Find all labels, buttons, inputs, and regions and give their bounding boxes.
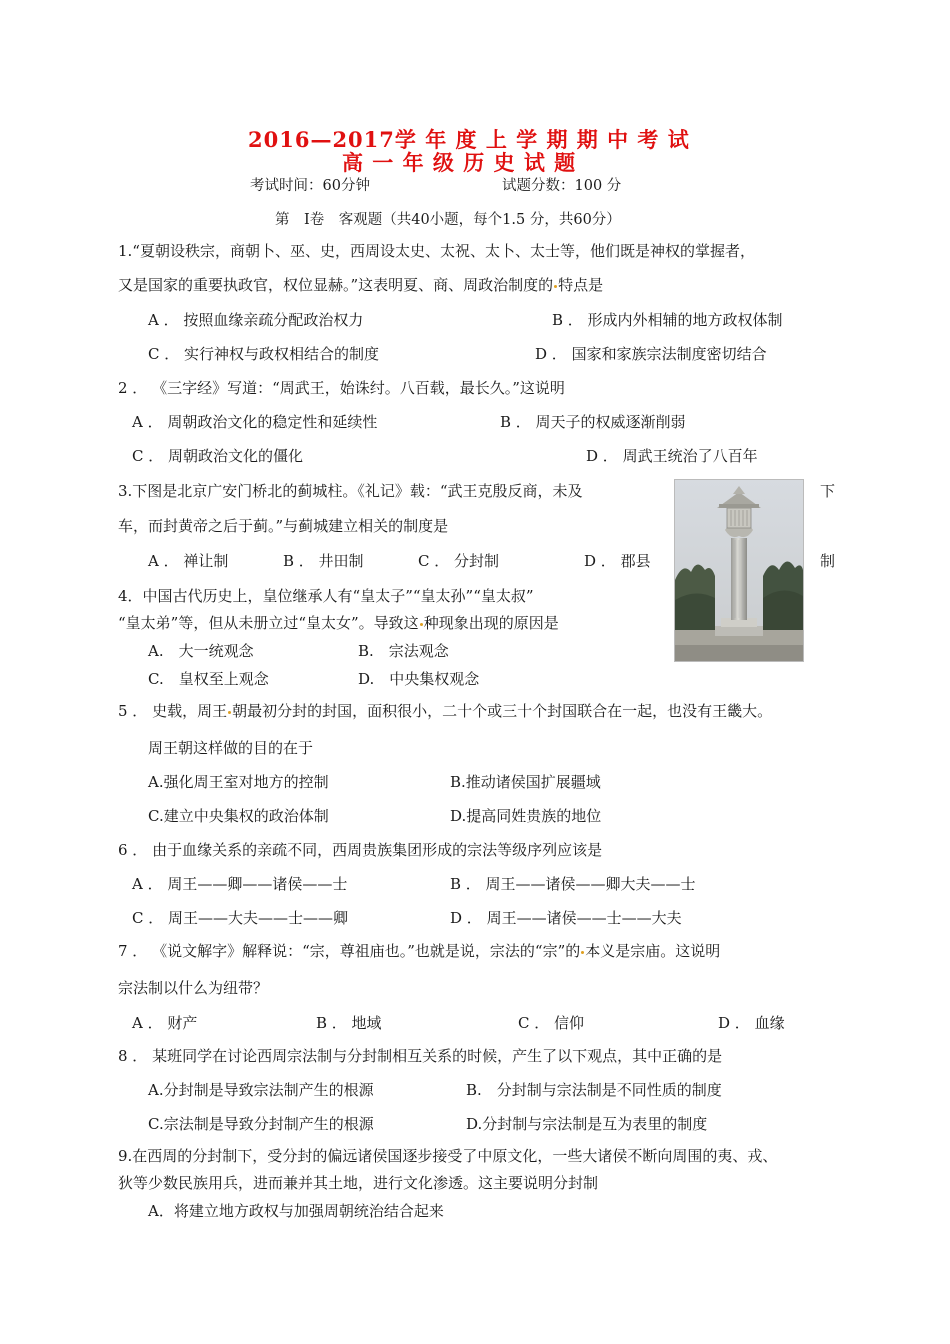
q4-stem-line2: “皇太弟”等，但从未册立过“皇太女”。导致这 种现象出现的原因是 (118, 614, 559, 632)
q3-stem-line2: 车，而封黄帝之后于蓟。”与蓟城建立相关的制度是 (118, 517, 449, 535)
q3-option-d-end: 制 (820, 552, 836, 570)
dot-mark (554, 285, 557, 288)
q3-option-a: A ． 禅让制 (148, 552, 229, 570)
q2-option-d: D ． 周武王统治了八百年 (586, 447, 758, 465)
q5-stem-line2: 周王朝这样做的目的在于 (148, 739, 314, 757)
q6-option-d: D ． 周王——诸侯——士——大夫 (450, 909, 682, 927)
exam-time: 考试时间：60分钟 (250, 178, 370, 194)
q4-option-d: D. 中央集权观念 (358, 670, 480, 688)
dot-mark (581, 951, 584, 954)
q4-option-a: A. 大一统观念 (148, 642, 254, 660)
q2-option-b: B ． 周天子的权威逐渐削弱 (500, 413, 686, 431)
q5-option-a: A.强化周王室对地方的控制 (148, 773, 329, 791)
q8-option-b: B. 分封制与宗法制是不同性质的制度 (466, 1081, 722, 1099)
q5-option-d: D.提高同姓贵族的地位 (450, 807, 602, 825)
q7-option-a: A ． 财产 (132, 1014, 198, 1032)
q8-option-c: C.宗法制是导致分封制产生的根源 (148, 1115, 374, 1133)
q1-stem-line2: 又是国家的重要执政官，权位显赫。”这表明夏、商、周政治制度的 特点是 (118, 276, 604, 294)
q5-option-b: B.推动诸侯国扩展疆域 (450, 773, 601, 791)
q8-stem: 8 ． 某班同学在讨论西周宗法制与分封制相互关系的时候，产生了以下观点，其中正确的是 (118, 1047, 723, 1065)
exam-score: 试题分数：100 分 (502, 178, 622, 194)
q7-option-c: C ． 信仰 (518, 1014, 585, 1032)
q6-stem: 6 ． 由于血缘关系的亲疏不同，西周贵族集团形成的宗法等级序列应该是 (118, 841, 603, 859)
q2-option-a: A ． 周朝政治文化的稳定性和延续性 (132, 413, 378, 431)
q3-stem-line1-end: 下 (820, 482, 836, 500)
q5-stem-line1: 5 ． 史载，周王 朝最初分封的封国，面积很小，二十个或三十个封国联合在一起，也没有王畿大。 (118, 702, 773, 720)
q6-option-a: A ． 周王——卿——诸侯——士 (132, 875, 348, 893)
q1-stem-line1: 1.“夏朝设秩宗，商朝卜、巫、史，西周设太史、太祝、太卜、太士等，他们既是神权的掌握者， (118, 242, 755, 260)
q1-option-d: D ． 国家和家族宗法制度密切结合 (535, 345, 767, 363)
q4-option-c: C. 皇权至上观念 (148, 670, 269, 688)
q7-stem-line2: 宗法制以什么为纽带？ (118, 979, 269, 997)
q1-option-a: A ． 按照血缘亲疏分配政治权力 (148, 311, 364, 329)
q3-option-c: C ． 分封制 (418, 552, 500, 570)
q7-stem-line1: 7 ． 《说文解字》解释说：“宗，尊祖庙也。”也就是说，宗法的“宗”的 本义是宗庙。这说明 (118, 942, 721, 960)
q7-option-b: B ． 地域 (316, 1014, 382, 1032)
q8-option-d: D.分封制与宗法制是互为表里的制度 (466, 1115, 708, 1133)
q6-option-c: C ． 周王——大夫——士——卿 (132, 909, 349, 927)
q9-option-a: A．将建立地方政权与加强周朝统治结合起来 (148, 1202, 444, 1220)
q3-option-d: D ． 郡县 (584, 552, 651, 570)
q1-option-c: C ． 实行神权与政权相结合的制度 (148, 345, 380, 363)
q8-option-a: A.分封制是导致宗法制产生的根源 (148, 1081, 374, 1099)
title-line-2: 高 一 年 级 历 史 试 题 (342, 150, 577, 175)
dot-mark (420, 623, 423, 626)
dot-mark (228, 711, 231, 714)
q7-option-d: D ． 血缘 (718, 1014, 785, 1032)
q6-option-b: B ． 周王——诸侯——卿大夫——士 (450, 875, 696, 893)
q3-option-b: B ． 井田制 (283, 552, 364, 570)
q1-option-b: B ． 形成内外相辅的地方政权体制 (552, 311, 783, 329)
q3-stem-line1: 3.下图是北京广安门桥北的蓟城柱。《礼记》载：“武王克殷反商，未及 (118, 482, 583, 500)
q9-stem-line2: 狄等少数民族用兵，进而兼并其土地，进行文化渗透。这主要说明分封制 (118, 1174, 599, 1192)
q2-option-c: C ． 周朝政治文化的僵化 (132, 447, 304, 465)
q4-option-b: B. 宗法观念 (358, 642, 449, 660)
q2-stem: 2 ． 《三字经》写道：“周武王，始诛纣。八百载，最长久。”这说明 (118, 379, 565, 397)
q9-stem-line1: 9.在西周的分封制下，受分封的偏远诸侯国逐步接受了中原文化，一些大诸侯不断向周围的夷、戎、 (118, 1147, 778, 1165)
q4-stem-line1: 4．中国古代历史上，皇位继承人有“皇太子”“皇太孙”“皇太叔” (118, 587, 534, 605)
jicheng-pillar-image (674, 479, 804, 662)
title-line-1: 2016—2017学 年 度 上 学 期 期 中 考 试 (248, 127, 690, 152)
section-heading: 第 Ⅰ卷 客观题（共40小题，每个1.5 分，共60分） (275, 212, 621, 228)
q5-option-c: C.建立中央集权的政治体制 (148, 807, 329, 825)
